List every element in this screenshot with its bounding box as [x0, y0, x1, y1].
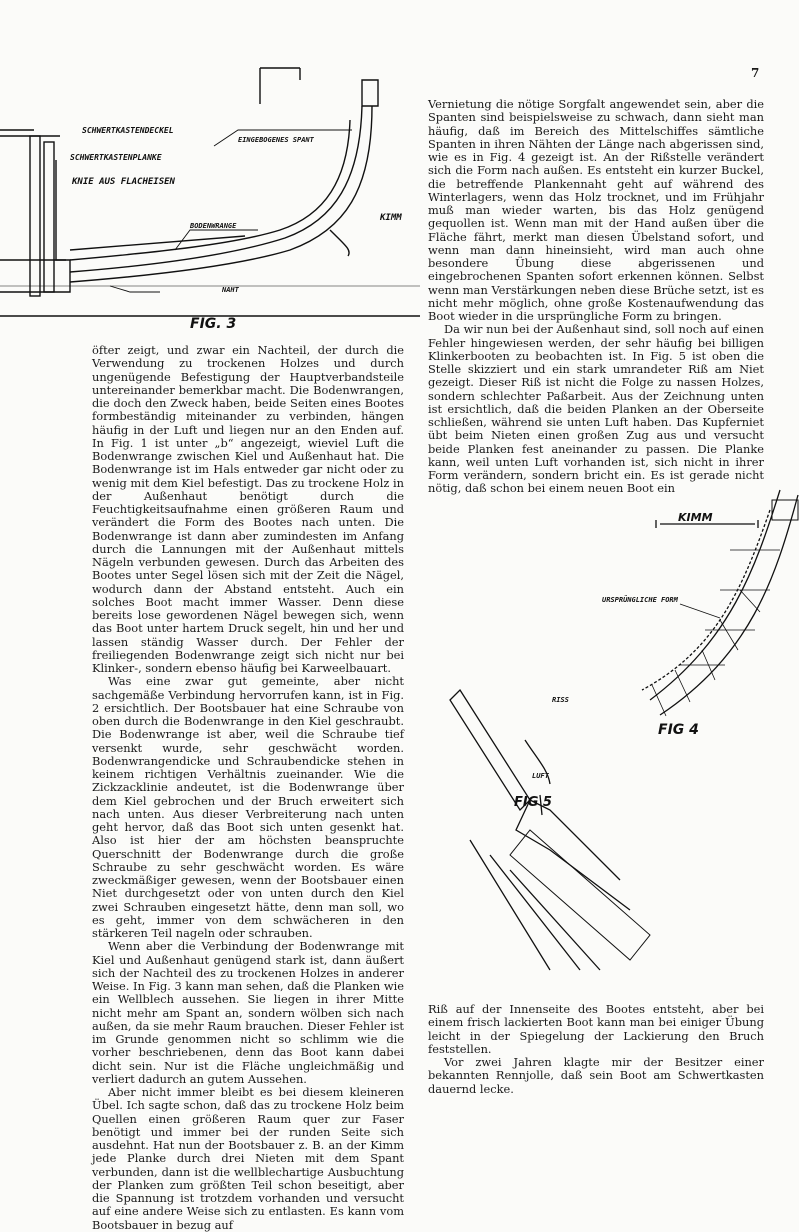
label-spant: EINGEBOGENES SPANT [238, 136, 314, 144]
page-number: 7 [751, 66, 760, 80]
right-column-bottom [428, 1003, 764, 1096]
label-urspruengliche-form: URSPRÜNGLICHE FORM [602, 596, 678, 604]
label-bodenwrange: BODENWRANGE [190, 222, 237, 230]
label-schwertkastendeckel: SCHWERTKASTENDECKEL [82, 126, 174, 135]
paragraph: Riß auf der Innenseite des Bootes entsteht, aber bei einem frisch lackierten Boot kann man bei einiger Übung leicht in der Spiegelung der Lackierung den Bruch feststellen. [428, 1002, 764, 1056]
label-kimm-fig4: KIMM [678, 511, 713, 524]
figure-5-drawing [430, 680, 730, 980]
paragraph: Da wir nun bei der Außenhaut sind, soll noch auf einen Fehler hingewiesen werden, der sehr häufig bei billigen Klinkerbooten zu beobachten ist. In Fig. 5 ist oben die Stelle skizziert und ein stark umrandeter Riß am Niet gezeigt. Dieser Riß ist nicht die Folge zu nassen Holzes, sondern schlechter Paßarbeit. Aus der Zeichnung unten ist ersichtlich, daß die beiden Planken an der Oberseite schließen, während sie unten Luft haben. Das Kupferniet übt beim Nieten einen großen Zug aus und versucht beide Planken fest aneinander zu passen. Die Planke kann, weil unten Luft vorhanden ist, sich nicht in ihrer Form verändern, sondern bricht ein. Es ist gerade nicht nötig, daß schon bei einem neuen Boot ein [428, 322, 764, 496]
paragraph: Vor zwei Jahren klagte mir der Besitzer einer bekannten Rennjolle, daß sein Boot am Schwertkasten dauernd lecke. [428, 1055, 764, 1096]
label-riss: RISS [552, 696, 569, 704]
paragraph: Was eine zwar gut gemeinte, aber nicht sachgemäße Verbindung hervorrufen kann, ist in Fig. 2 ersichtlich. Der Bootsbauer hat eine Schraube von oben durch die Bodenwrange in den Kiel geschraubt. Die Bodenwrange ist aber, weil die Schraube tief versenkt wurde, sehr geschwächt worden. Bodenwrangendicke und Schraubendicke stehen in keinem richtigen Verhältnis zueinander. Wie die Zickzacklinie andeutet, ist die Bodenwrange über dem Kiel gebrochen und der Bruch erweitert sich nach unten. Aus dieser Verbreiterung nach unten geht hervor, daß das Boot sich unten gesenkt hat. Also ist hier der am höchsten beanspruchte Querschnitt der Bodenwrange durch die große Schraube zu sehr geschwächt worden. Es wäre zweckmäßiger gewesen, wenn der Bootsbauer einen Niet durchgesetzt oder von unten durch den Kiel zwei Schrauben eingesetzt hätte, denn man soll, wo es geht, immer von dem schwächeren in den stärkeren Teil nageln oder schrauben. [92, 674, 404, 940]
label-luft: LUFT [532, 772, 549, 780]
label-schwertkastenplanke: SCHWERTKASTENPLANKE [70, 153, 162, 162]
figure-5-caption: FIG 5 [514, 795, 552, 810]
paragraph: Vernietung die nötige Sorgfalt angewendet sein, aber die Spanten sind beispielsweise zu schwach, dann sieht man häufig, daß im Bereich des Mittelschiffes sämtliche Spanten in ihren Nähten der Länge nach abgerissen sind, wie es in Fig. 4 gezeigt ist. An der Rißstelle verändert sich die Form nach außen. Es entsteht ein kurzer Buckel, die betreffende Plankennaht geht auf während des Winterlagers, wenn das Holz trocknet, und im Frühjahr muß man wieder warten, bis das Holz genügend gequollen ist. Wenn man mit der Hand außen über die Fläche fährt, merkt man diesen Übelstand sofort, und wenn man dann hineinsieht, wird man auch ohne besondere Übung diese abgerissenen und eingebrochenen Spanten sofort erkennen können. Selbst wenn man Verstärkungen neben diese Brüche setzt, ist es nicht mehr möglich, ohne große Kostenaufwendung das Boot wieder in die ursprüngliche Form zu bringen. [428, 97, 764, 323]
left-column [92, 344, 404, 1232]
figure-3-caption: FIG. 3 [190, 316, 237, 332]
paragraph: Wenn aber die Verbindung der Bodenwrange mit Kiel und Außenhaut genügend stark ist, dann äußert sich der Nachteil des zu trockenen Holzes in anderer Weise. In Fig. 3 kann man sehen, daß die Planken wie ein Wellblech aussehen. Sie liegen in ihrer Mitte nicht mehr am Spant an, sondern wölben sich nach außen, da sie mehr Raum brauchen. Dieser Fehler ist im Grunde genommen nicht so schlimm wie die vorher beschriebenen, denn das Boot kann dabei dicht sein. Nur ist die Fläche ungleichmäßig und verliert dadurch an gutem Aussehen. [92, 939, 404, 1086]
figure-4-caption: FIG 4 [658, 722, 699, 738]
label-kimm: KIMM [380, 213, 402, 223]
label-naht: NAHT [222, 286, 239, 294]
right-column-top [428, 98, 764, 496]
paragraph: öfter zeigt, und zwar ein Nachteil, der durch die Verwendung zu trockenen Holzes und durch ungenügende Befestigung der Hauptverbandsteile untereinander bemerkbar macht. Die Bodenwrangen, die doch den Zweck haben, beide Seiten eines Bootes formbeständig miteinander zu verbinden, hängen häufig in der Luft und liegen nur an den Enden auf. In Fig. 1 ist unter „b“ angezeigt, wieviel Luft die Bodenwrange zwischen Kiel und Außenhaut hat. Die Bodenwrange ist im Hals entweder gar nicht oder zu wenig mit dem Kiel befestigt. Das zu trockene Holz in der Außenhaut benötigt durch die Feuchtigkeitsaufnahme einen größeren Raum und verändert die Form des Bootes nach unten. Die Bodenwrange ist dann aber zumindesten im Anfang durch die Lannungen mit der Außenhaut mittels Nägeln verbunden gewesen. Durch das Arbeiten des Bootes unter Segel lösen sich mit der Zeit die Nägel, wodurch dann der Abstand entsteht. Auch ein solches Boot macht immer Wasser. Denn diese bereits lose gewordenen Nägel bewegen sich, wenn das Boot unter hartem Druck segelt, hin und her und lassen ständig Wasser durch. Der Fehler der freiliegenden Bodenwrange zeigt sich nicht nur bei Klinker-, sondern ebenso häufig bei Karweelbauart. [92, 343, 404, 675]
paragraph: Aber nicht immer bleibt es bei diesem kleineren Übel. Ich sagte schon, daß das zu trockene Holz beim Quellen einen größeren Raum quer zur Faser benötigt und immer bei der runden Seite sich ausdehnt. Hat nun der Bootsbauer z. B. an der Kimm jede Planke durch drei Nieten mit dem Spant verbunden, dann ist die wellblechartige Ausbuchtung der Planken zum größten Teil schon beseitigt, aber die Spannung ist trotzdem vorhanden und versucht auf eine andere Weise sich zu entlasten. Es kann vom Bootsbauer in bezug auf [92, 1085, 404, 1232]
label-knie: KNIE AUS FLACHEISEN [72, 177, 175, 187]
